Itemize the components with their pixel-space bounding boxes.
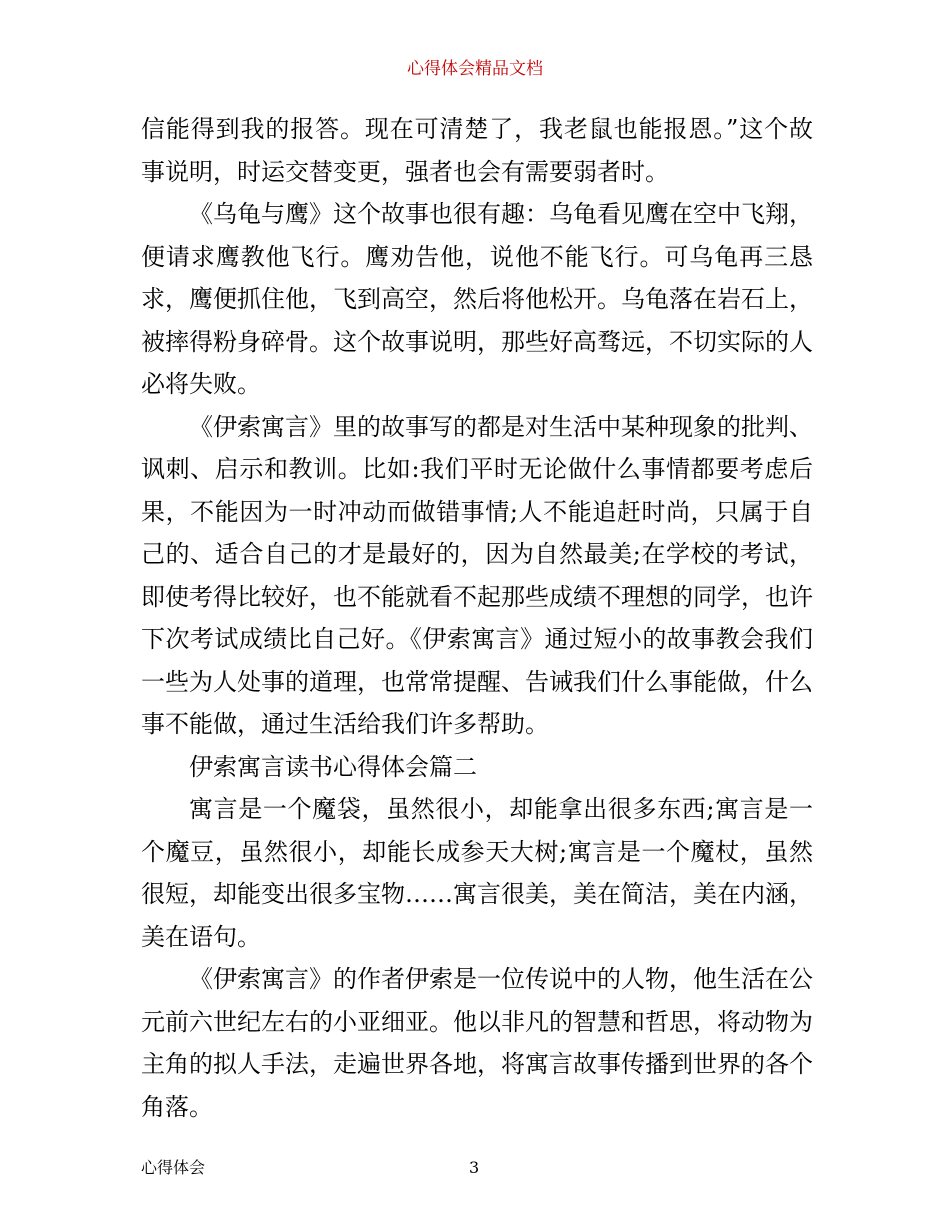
paragraph-continuation: 信能得到我的报答。现在可清楚了，我老鼠也能报恩。”这个故事说明，时运交替变更，强者也会有需要弱者时。 bbox=[141, 115, 813, 186]
page-number: 3 bbox=[469, 1158, 480, 1177]
footer-label: 心得体会 bbox=[141, 1158, 206, 1177]
section-heading: 伊索寓言读书心得体会篇二 bbox=[189, 752, 477, 781]
paragraph-aesop-lessons: 《伊索寓言》里的故事写的都是对生活中某种现象的批判、讽刺、启示和教训。比如:我们平时无论做什么事情都要考虑后果，不能因为一时冲动而做错事情;人不能追赶时尚，只属于自己的、适合自己的才是最好的，因为自然最美;在学校的考试，即使考得比较好，也不能就看不起那些成绩不理想的同学，也许下次考试成绩比自己好。《伊索寓言》通过短小的故事教会我们一些为人处事的道理，也常常提醒、告诫我们什么事能做，什么事不能做，通过生活给我们许多帮助。 bbox=[141, 412, 813, 738]
page-header-title: 心得体会精品文档 bbox=[407, 59, 543, 79]
paragraph-aesop-author: 《伊索寓言》的作者伊索是一位传说中的人物，他生活在公元前六世纪左右的小亚细亚。他以非凡的智慧和哲思，将动物为主角的拟人手法，走遍世界各地，将寓言故事传播到世界的各个角落。 bbox=[141, 965, 813, 1121]
paragraph-tortoise-eagle: 《乌龟与鹰》这个故事也很有趣：乌龟看见鹰在空中飞翔，便请求鹰教他飞行。鹰劝告他，说他不能飞行。可乌龟再三恳求，鹰便抓住他，飞到高空，然后将他松开。乌龟落在岩石上，被摔得粉身碎骨。这个故事说明，那些好高骛远，不切实际的人必将失败。 bbox=[141, 200, 813, 398]
paragraph-fable-metaphor: 寓言是一个魔袋，虽然很小，却能拿出很多东西;寓言是一个魔豆，虽然很小，却能长成参天大树;寓言是一个魔杖，虽然很短，却能变出很多宝物……寓言很美，美在简洁，美在内涵，美在语句。 bbox=[141, 795, 813, 951]
document-body bbox=[141, 108, 813, 1128]
